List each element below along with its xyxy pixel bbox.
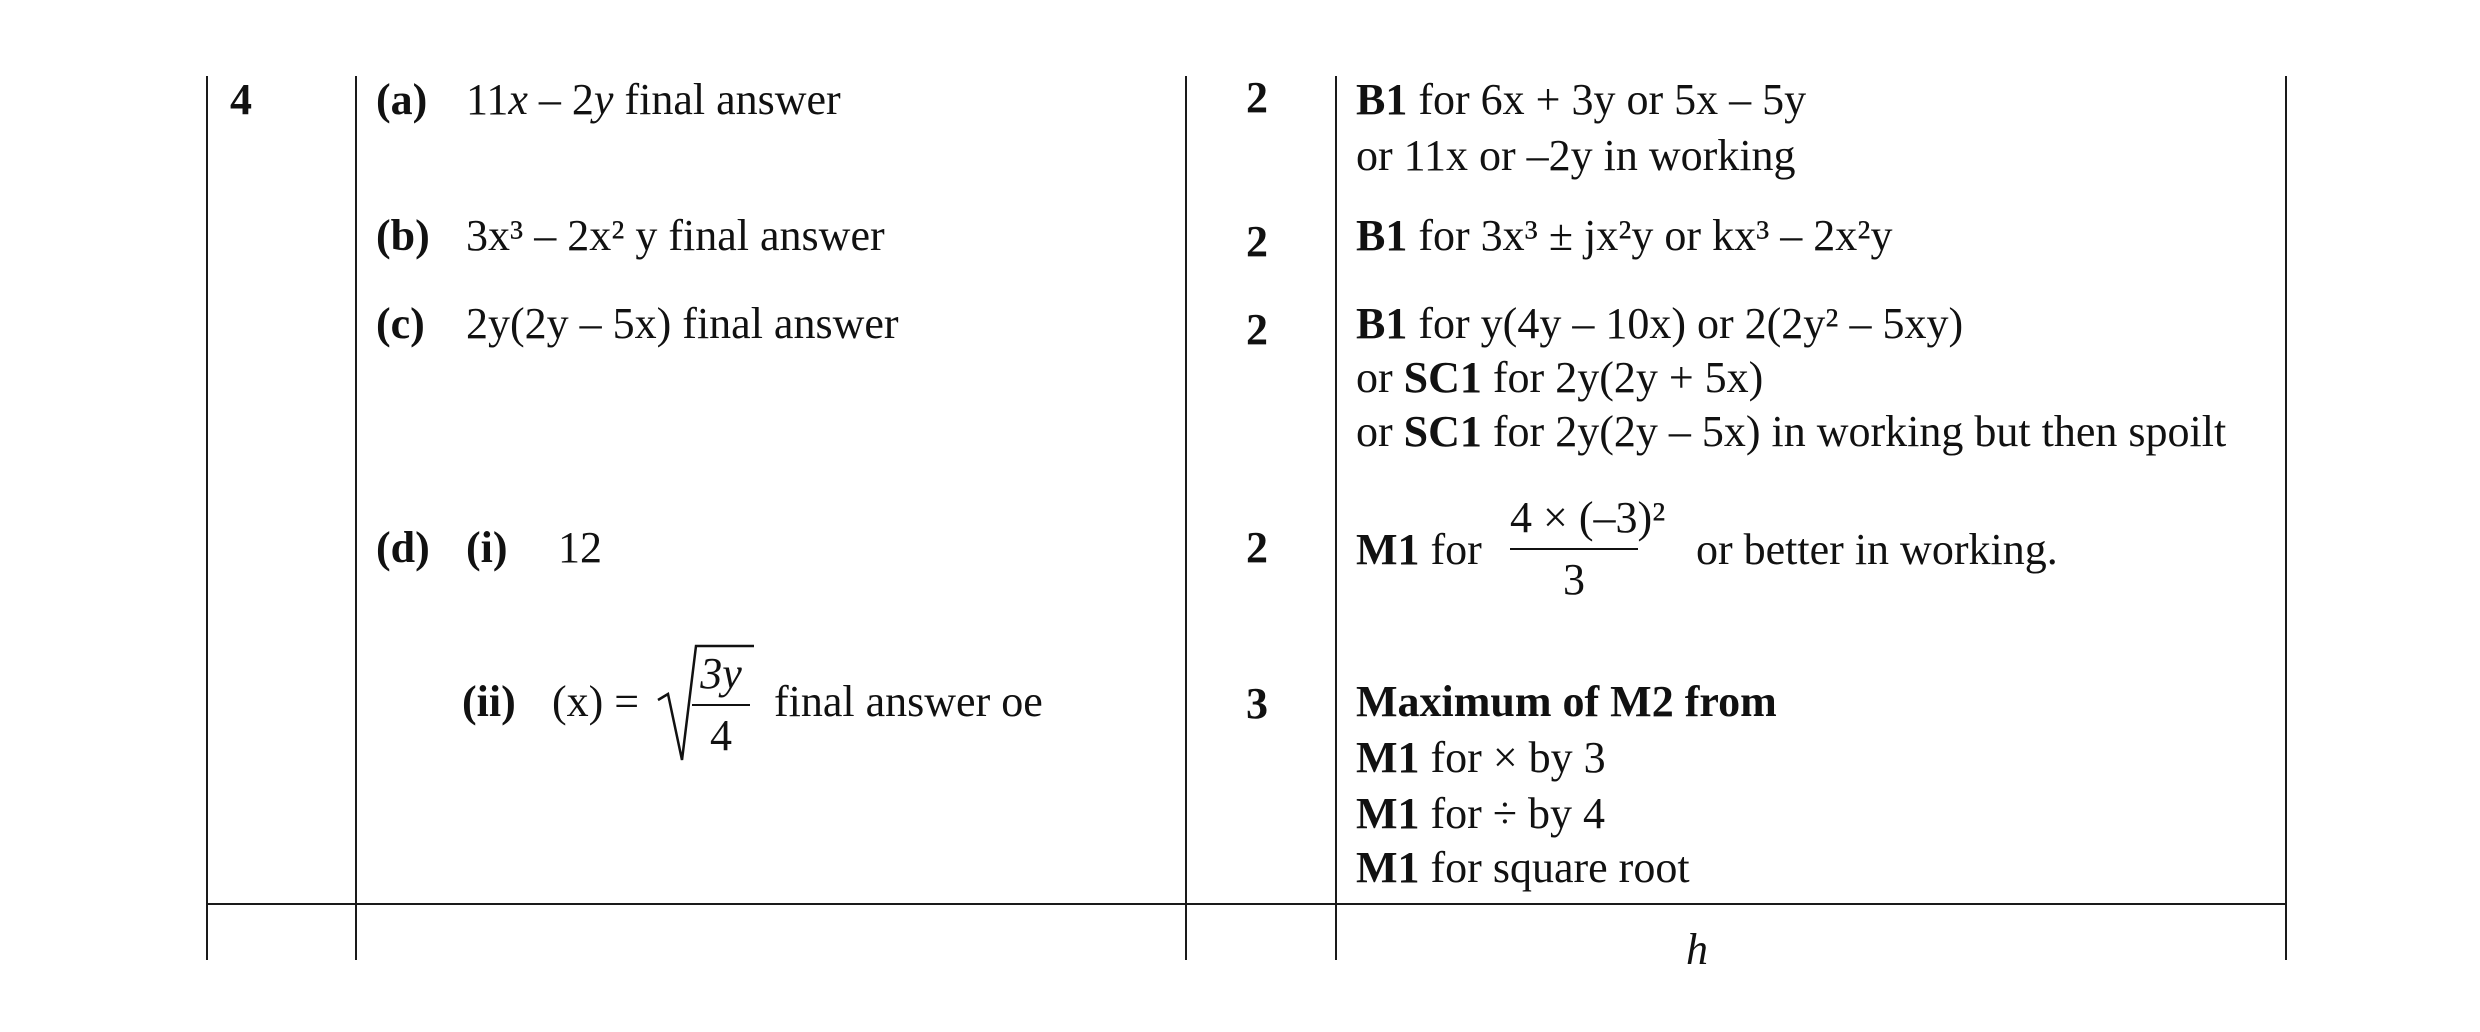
fraction-bar bbox=[1510, 548, 1638, 550]
part-d-i-guidance: M1 for bbox=[1356, 525, 1482, 574]
part-c-guidance-line2: or SC1 for 2y(2y + 5x) bbox=[1356, 353, 1764, 402]
part-b-label: (b) bbox=[376, 211, 430, 260]
part-d-ii-guidance-item: M1 for ÷ by 4 bbox=[1356, 789, 1605, 838]
fraction-numerator: 4 × (–3)² bbox=[1510, 493, 1666, 542]
sqrt-denominator: 4 bbox=[710, 711, 732, 760]
part-d-i-label: (i) bbox=[466, 523, 508, 572]
part-d-ii-guidance-item: M1 for square root bbox=[1356, 843, 1690, 892]
column-divider-2 bbox=[1185, 76, 1187, 960]
part-d-i-mark: 2 bbox=[1246, 523, 1268, 572]
fraction-denominator: 3 bbox=[1563, 555, 1585, 604]
part-b-guidance: B1 for 3x³ ± jx²y or kx³ – 2x²y bbox=[1356, 211, 1893, 260]
column-divider-3 bbox=[1335, 76, 1337, 960]
part-c-label: (c) bbox=[376, 299, 425, 348]
row-divider bbox=[206, 903, 2287, 905]
part-c-guidance-line3: or SC1 for 2y(2y – 5x) in working but then spoilt bbox=[1356, 407, 2227, 456]
part-d-ii-guidance-item: M1 for × by 3 bbox=[1356, 733, 1606, 782]
part-b-answer: 3x³ – 2x² y final answer bbox=[466, 211, 885, 260]
part-b-mark: 2 bbox=[1246, 217, 1268, 266]
next-row-partial-text: h bbox=[1686, 925, 1708, 974]
part-c-answer: 2y(2y – 5x) final answer bbox=[466, 299, 899, 348]
sqrt-fraction-bar bbox=[692, 704, 750, 706]
part-a-answer: 11x – 2y final answer bbox=[466, 75, 841, 124]
part-c-mark: 2 bbox=[1246, 305, 1268, 354]
part-a-guidance-line2: or 11x or –2y in working bbox=[1356, 131, 1796, 180]
part-d-label: (d) bbox=[376, 523, 430, 572]
part-a-label: (a) bbox=[376, 75, 428, 124]
part-d-i-fraction bbox=[1510, 492, 1666, 606]
table-border-left bbox=[206, 76, 208, 960]
part-d-i-answer: 12 bbox=[558, 523, 602, 572]
part-d-ii-guidance-heading: Maximum of M2 from bbox=[1356, 677, 1777, 726]
column-divider-1 bbox=[355, 76, 357, 960]
part-d-ii-label: (ii) bbox=[462, 677, 516, 726]
part-d-ii-sqrt-fraction bbox=[692, 648, 750, 762]
part-d-ii-answer-suffix: final answer oe bbox=[774, 677, 1043, 726]
part-a-guidance-line1: B1 for 6x + 3y or 5x – 5y bbox=[1356, 75, 1807, 124]
question-number: 4 bbox=[230, 75, 252, 124]
part-c-guidance-line1: B1 for y(4y – 10x) or 2(2y² – 5xy) bbox=[1356, 299, 1964, 348]
part-d-ii-mark: 3 bbox=[1246, 679, 1268, 728]
part-d-i-guidance-suffix: or better in working. bbox=[1696, 525, 2058, 574]
part-a-mark: 2 bbox=[1246, 73, 1268, 122]
part-d-ii-answer-lhs: (x) = bbox=[552, 677, 640, 726]
sqrt-numerator: 3y bbox=[700, 649, 742, 698]
table-border-right bbox=[2285, 76, 2287, 960]
